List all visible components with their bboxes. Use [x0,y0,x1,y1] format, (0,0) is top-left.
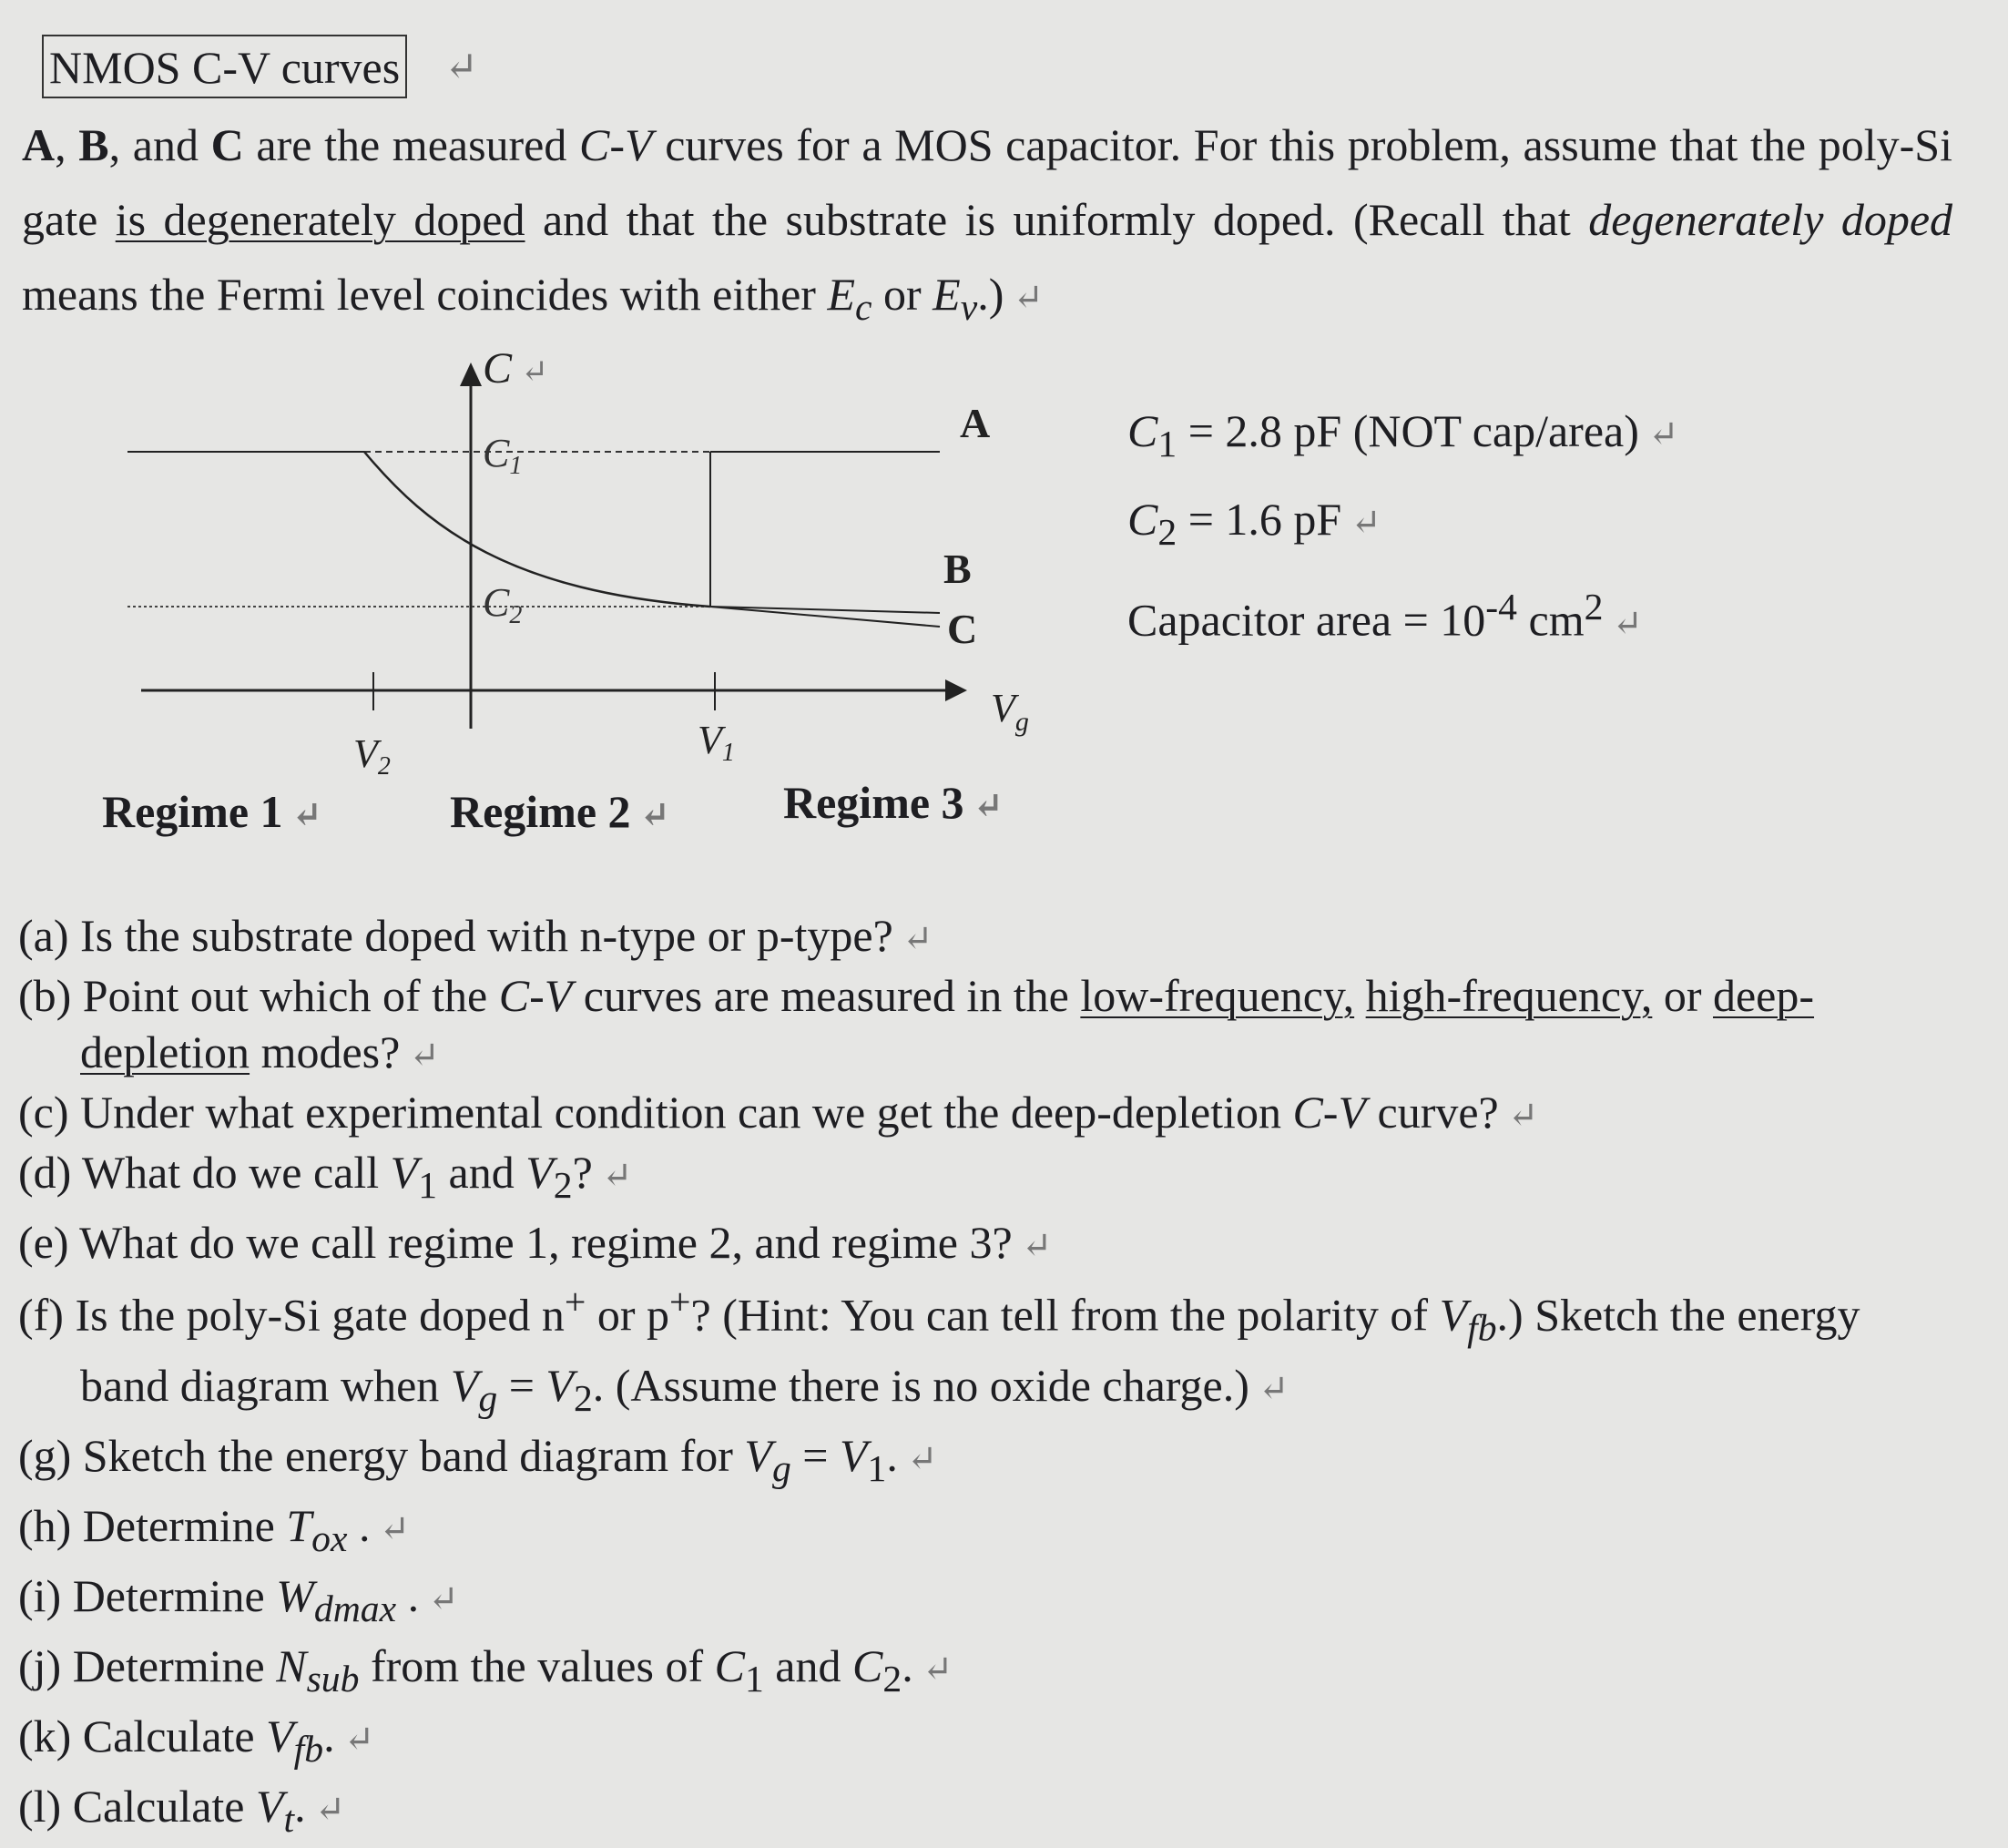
cv-curves-figure [0,346,1093,774]
question-text: or p [586,1289,670,1341]
vfb-symbol: V [266,1710,294,1761]
curve-a-label: A [960,400,991,446]
v2-subscript: 2 [377,752,391,774]
vfb-subscript: fb [293,1728,324,1771]
return-mark: ↵ [1258,1367,1289,1409]
ec-subscript: c [855,287,872,329]
question-text: . [396,1569,420,1621]
tox-symbol: T [286,1499,312,1551]
question-text: (e) What do we call regime 1, regime 2, and regime 3? [18,1217,1013,1268]
curve-a-ref: A [22,119,56,170]
question-b [18,967,1976,1024]
intro-text: means the Fermi level coincides with either [22,269,828,320]
question-h [18,1497,1976,1567]
return-mark: ↵ [1021,1225,1053,1266]
c2-symbol: C [483,580,510,625]
return-mark: ↵ [601,1155,633,1196]
regime-text: Regime 1 [102,786,283,837]
c2-subscript: 2 [509,601,523,629]
area-value-line [1127,570,1678,661]
curve-b-ref: B [78,119,109,170]
question-text: = [497,1359,546,1411]
intro-text: or [871,269,933,320]
question-j [18,1638,1976,1708]
question-text: ? [572,1147,593,1198]
c1-subscript: 1 [744,1658,764,1700]
x-axis-arrow [945,679,967,701]
ev-subscript: v [960,287,978,329]
vg-symbol: V [744,1429,772,1481]
question-text: (a) Is the substrate doped with n-type or p-type? [18,910,893,961]
question-b-continued [18,1024,1976,1084]
question-text: . (Assume there is no oxide charge.) [592,1359,1249,1411]
italic-phrase: degenerately doped [1588,194,1953,245]
vfb-symbol: V [1439,1289,1468,1341]
c2-subscript: 2 [882,1658,902,1700]
v1-label [698,718,735,767]
question-text: (d) What do we call [18,1147,391,1198]
return-mark: ↵ [428,1577,459,1619]
return-mark: ↵ [1612,602,1643,644]
question-g [18,1427,1976,1497]
c1-value: = 2.8 pF (NOT cap/area) [1177,405,1639,456]
return-mark: ↵ [379,1507,410,1549]
v2-subscript: 2 [553,1165,573,1207]
question-d [18,1144,1976,1214]
nsub-symbol: N [276,1639,307,1691]
underlined-phrase: is degenerately doped [115,194,525,245]
question-f-continued [18,1357,1976,1427]
c2-subscript: 2 [1157,512,1177,554]
tox-subscript: ox [311,1517,348,1560]
question-text: (b) Point out which of the [18,970,499,1021]
return-mark: ↵ [1351,502,1381,543]
parameters-block [1127,393,1678,661]
c1-subscript: 1 [1157,424,1177,465]
deep-depletion-term: depletion [80,1026,250,1077]
question-text: = [790,1429,840,1481]
question-text: . [886,1429,898,1481]
vt-symbol: V [256,1780,284,1832]
question-e [18,1214,1976,1274]
question-a [18,907,1976,967]
return-mark: ↵ [639,794,671,835]
question-text: from the values of [359,1639,715,1691]
c1-label [483,431,522,480]
question-text: and [437,1147,526,1198]
vfb-subscript: fb [1467,1307,1497,1350]
question-c [18,1084,1976,1144]
nsub-subscript: sub [306,1658,360,1700]
question-text: . [294,1780,306,1832]
return-mark: ↵ [444,45,478,89]
question-text: (i) Determine [18,1569,277,1621]
return-mark: ↵ [1013,277,1044,318]
ev-symbol: E [933,269,961,320]
question-text: (k) Calculate [18,1710,267,1761]
plus-superscript: + [669,1281,691,1323]
v1-subscript: 1 [867,1447,887,1490]
question-text: (j) Determine [18,1639,277,1691]
question-text: and [763,1639,852,1691]
return-mark: ↵ [521,353,549,390]
c2-value: = 1.6 pF [1177,494,1342,545]
cv-term: C-V [498,970,573,1021]
c1-value-line [1127,393,1678,482]
c1-symbol: C [1127,405,1158,456]
intro-text: , [55,119,79,170]
area-text: Capacitor area = 10 [1127,594,1486,646]
regime-text: Regime 3 [783,777,964,828]
intro-text: are the measured [243,119,580,170]
wdmax-subscript: dmax [313,1588,397,1630]
x-axis-label [991,686,1029,737]
curve-b-label: B [943,546,972,592]
wdmax-symbol: W [276,1569,314,1621]
question-i [18,1567,1976,1638]
return-mark: ↵ [343,1718,375,1760]
question-k [18,1708,1976,1778]
v2-symbol: V [545,1359,574,1411]
vg-symbol: V [450,1359,479,1411]
ec-symbol: E [827,269,855,320]
regime-2-label [450,785,670,838]
question-l [18,1778,1976,1848]
v1-subscript: 1 [418,1165,438,1207]
curve-c-ref: C [210,119,244,170]
cv-term: C-V [579,119,653,170]
question-text: (g) Sketch the energy band diagram for [18,1429,745,1481]
question-text: . [347,1499,371,1551]
regime-3-label [783,776,1004,829]
question-f [18,1274,1976,1357]
return-mark: ↵ [922,1648,953,1690]
question-text: (l) Calculate [18,1780,256,1832]
v1-subscript: 1 [721,739,735,767]
cv-term: C-V [1292,1087,1366,1138]
v2-label [353,731,391,774]
vg-symbol: V [991,686,1015,730]
area-unit-exponent: 2 [1584,587,1604,628]
high-frequency-term: high-frequency, [1365,970,1653,1021]
question-text: (h) Determine [18,1499,287,1551]
regime-text: Regime 2 [450,786,631,837]
vg-subscript: g [478,1377,498,1420]
intro-text: .) [977,269,1004,320]
question-text: .) Sketch the energy [1496,1289,1860,1341]
vg-subscript: g [771,1447,791,1490]
questions-list [18,907,1976,1848]
return-mark: ↵ [973,785,1004,826]
return-mark: ↵ [902,918,933,959]
cv-curve [364,452,710,607]
vt-subscript: t [283,1798,295,1841]
return-mark: ↵ [906,1437,938,1479]
question-text: . [902,1639,913,1691]
v1-symbol: V [840,1429,868,1481]
c1-subscript: 1 [509,452,523,480]
return-mark: ↵ [314,1788,346,1830]
c1-symbol: C [714,1639,745,1691]
y-axis-label: C [483,346,513,393]
intro-text: and that the substrate is uniformly doped. (Recall that [525,194,1589,245]
area-exponent: -4 [1485,587,1517,628]
v2-symbol: V [525,1147,554,1198]
v2-subscript: 2 [573,1377,593,1420]
return-mark: ↵ [1507,1095,1539,1136]
title-text: NMOS C-V curves [49,42,401,93]
c2-value-line [1127,482,1678,570]
curve-c-label: C [947,606,978,652]
question-text: curve? [1366,1087,1499,1138]
vg-subscript: g [1014,707,1029,737]
question-text: (f) Is the poly-Si gate doped n [18,1289,565,1341]
regime-1-label [102,785,322,838]
y-axis-arrow [460,362,482,386]
question-text: curves are measured in the [572,970,1081,1021]
question-text: modes? [250,1026,401,1077]
return-mark: ↵ [409,1035,440,1076]
question-text: . [323,1710,335,1761]
v1-symbol: V [698,718,722,762]
low-frequency-term: low-frequency, [1080,970,1355,1021]
intro-text: curves for a MOS capacitor. For this problem, assume that the poly-Si gate [22,119,1952,245]
c2-symbol: C [1127,494,1158,545]
return-mark: ↵ [1647,414,1679,454]
question-text: or [1652,970,1713,1021]
question-text: band diagram when [80,1359,451,1411]
question-text: (c) Under what experimental condition can we get the deep-depletion [18,1087,1293,1138]
c1-symbol: C [483,431,510,475]
deep-depletion-term: deep- [1712,970,1815,1021]
question-text: ? (Hint: You can tell from the polarity of [690,1289,1440,1341]
v1-symbol: V [390,1147,419,1198]
intro-text: , and [108,119,211,170]
page-title [42,35,407,98]
plus-superscript: + [564,1281,586,1323]
v2-symbol: V [353,731,378,774]
c2-label [483,580,522,629]
area-unit: cm [1517,594,1585,646]
intro-paragraph [22,107,1952,345]
return-mark: ↵ [291,794,323,835]
c2-symbol: C [852,1639,883,1691]
